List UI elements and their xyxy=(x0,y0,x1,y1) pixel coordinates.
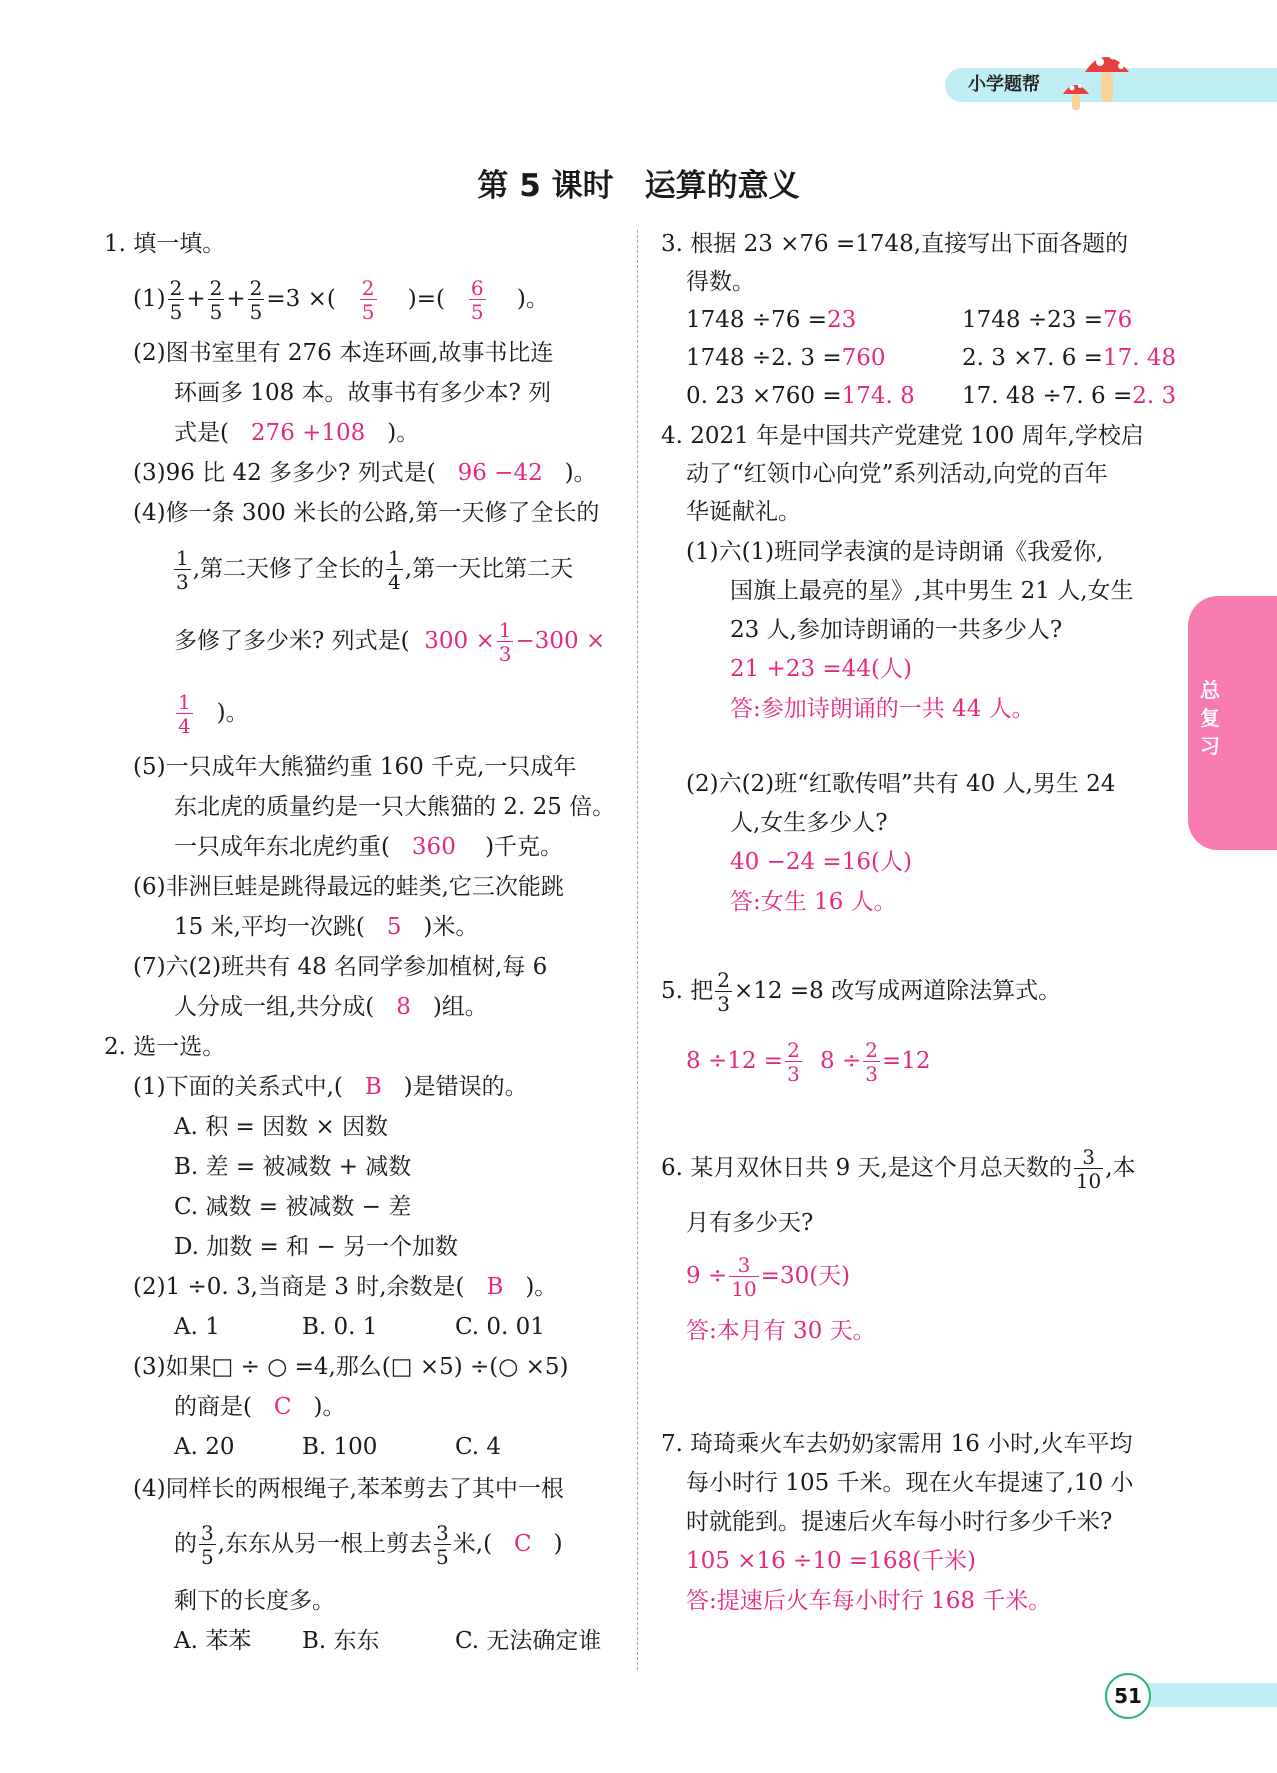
q2-part1-option-c: C. 减数 = 被减数 − 差 xyxy=(174,1194,412,1220)
q3-line1: 3. 根据 23 ×76 =1748,直接写出下面各题的 xyxy=(661,231,1129,257)
q3-row1-left: 1748 ÷76 =23 xyxy=(686,307,857,333)
q2-part3-line1: (3)如果□ ÷ ○ =4,那么(□ ×5) ÷(○ ×5) xyxy=(133,1354,569,1380)
q4-part1-line3: 23 人,参加诗朗诵的一共多少人? xyxy=(730,617,1063,643)
q1-sub7-line1: (7)六(2)班共有 48 名同学参加植树,每 6 xyxy=(133,954,548,980)
q3-line2: 得数。 xyxy=(686,269,755,295)
q1-sub6-line1: (6)非洲巨蛙是跳得最远的蛙类,它三次能跳 xyxy=(133,874,564,900)
q1-sub5-line1: (5)一只成年大熊猫约重 160 千克,一只成年 xyxy=(133,754,577,780)
q1-sub4-line1: (4)修一条 300 米长的公路,第一天修了全长的 xyxy=(133,500,600,526)
q4-part1-answer-calc: 21 +23 =44(人) xyxy=(730,656,912,682)
footer-band xyxy=(1130,1683,1277,1707)
q2-part4-answer: C xyxy=(514,1531,532,1557)
q3-row3-right: 17. 48 ÷7. 6 =2. 3 xyxy=(962,383,1177,409)
q1-sub5-line2: 东北虎的质量约是一只大熊猫的 2. 25 倍。 xyxy=(174,794,616,820)
q2-part4-option-c: C. 无法确定谁 xyxy=(455,1628,602,1654)
q1-sub3: (3)96 比 42 多多少? 列式是( 96 −42 )。 xyxy=(133,460,597,486)
q6-line2: 月有多少天? xyxy=(686,1210,814,1236)
page-number: 51 xyxy=(1105,1673,1151,1719)
side-tab-label: 总复习 xyxy=(1200,678,1220,758)
q2-part4-line3: 剩下的长度多。 xyxy=(174,1588,335,1614)
q3-row3-left: 0. 23 ×760 =174. 8 xyxy=(686,383,915,409)
q1-sub4-line4: $\frac{1}{4}$ )。 xyxy=(178,690,249,738)
q1-sub6-line2: 15 米,平均一次跳( 5 )米。 xyxy=(174,914,479,940)
q7-line1: 7. 琦琦乘火车去奶奶家需用 16 小时,火车平均 xyxy=(661,1431,1133,1457)
header-brand: 小学题帮 xyxy=(968,74,1040,95)
q2-part1-option-d: D. 加数 = 和 − 另一个加数 xyxy=(174,1234,459,1260)
q7-line3: 时就能到。提速后火车每小时行多少千米? xyxy=(686,1509,1113,1535)
q1-sub1: (1) $\frac{2}{5}$ + $\frac{2}{5}$ + $\frac{2}{5}$ =3 ×( $\frac{2}{5}$ )=( $\frac{6}{5}$ )。 xyxy=(133,276,549,324)
q5-answer-1: 8 ÷12 = $\frac{2}{3}$ xyxy=(686,1038,800,1086)
q2-part3-option-b: B. 100 xyxy=(302,1434,378,1460)
q3-row1-right: 1748 ÷23 =76 xyxy=(962,307,1133,333)
q6-answer-text: 答:本月有 30 天。 xyxy=(686,1318,876,1344)
q2-part3-option-a: A. 20 xyxy=(174,1434,235,1460)
q1-sub5-line3: 一只成年东北虎约重( 360 )千克。 xyxy=(174,834,564,860)
question-2-heading: 2. 选一选。 xyxy=(104,1034,226,1060)
q2-part3-answer: C xyxy=(273,1394,292,1420)
q1-sub1-answer2: $\frac{6}{5}$ xyxy=(470,276,484,324)
column-divider xyxy=(637,230,638,1670)
q1-sub4-answer: 300 × $\frac{1}{3}$ −300 × xyxy=(424,618,606,666)
q1-sub2-line2: 环画多 108 本。故事书有多少本? 列 xyxy=(174,380,552,406)
q4-part2-answer-text: 答:女生 16 人。 xyxy=(730,889,897,915)
q2-part1: (1)下面的关系式中,( B )是错误的。 xyxy=(133,1074,528,1100)
q1-sub6-answer: 5 xyxy=(386,914,402,940)
q1-sub2-line3: 式是( 276 +108 )。 xyxy=(174,420,420,446)
q2-part4-line1: (4)同样长的两根绳子,苯苯剪去了其中一根 xyxy=(133,1476,564,1502)
question-1-heading: 1. 填一填。 xyxy=(104,231,226,257)
q1-sub1-answer1: $\frac{2}{5}$ xyxy=(361,276,375,324)
q6-line1: 6. 某月双休日共 9 天,是这个月总天数的 $\frac{3}{10}$ ,本 xyxy=(661,1145,1136,1193)
q4-part2-answer-calc: 40 −24 =16(人) xyxy=(730,849,912,875)
q2-part2-option-c: C. 0. 01 xyxy=(455,1314,545,1340)
q4-part2-line1: (2)六(2)班“红歌传唱”共有 40 人,男生 24 xyxy=(686,771,1116,797)
q4-line1: 4. 2021 年是中国共产党建党 100 周年,学校启 xyxy=(661,423,1144,449)
q2-part2-answer: B xyxy=(486,1274,504,1300)
q6-answer-calc: 9 ÷ $\frac{3}{10}$ =30(天) xyxy=(686,1253,851,1301)
q2-part4-line2: 的 $\frac{3}{5}$ ,东东从另一根上剪去 $\frac{3}{5}$ 米,( C ) xyxy=(174,1521,563,1569)
q4-part1-answer-text: 答:参加诗朗诵的一共 44 人。 xyxy=(730,696,1035,722)
q5-answer-2: 8 ÷ $\frac{2}{3}$ =12 xyxy=(820,1038,931,1086)
q1-sub7-answer: 8 xyxy=(396,994,411,1020)
mushroom-icon xyxy=(1055,42,1145,114)
q4-part1-line2: 国旗上最亮的星》,其中男生 21 人,女生 xyxy=(730,578,1134,604)
q3-row2-right: 2. 3 ×7. 6 =17. 48 xyxy=(962,345,1177,371)
q5-question: 5. 把 $\frac{2}{3}$ ×12 =8 改写成两道除法算式。 xyxy=(661,968,1062,1016)
q4-line2: 动了“红领巾心向党”系列活动,向党的百年 xyxy=(686,461,1108,487)
q7-line2: 每小时行 105 千米。现在火车提速了,10 小 xyxy=(686,1470,1134,1496)
q1-sub7-line2: 人分成一组,共分成( 8 )组。 xyxy=(174,994,488,1020)
q2-part2-option-b: B. 0. 1 xyxy=(302,1314,378,1340)
q4-part2-line2: 人,女生多少人? xyxy=(730,810,888,836)
page-title: 第 5 课时 运算的意义 xyxy=(477,168,800,204)
q4-part1-line1: (1)六(1)班同学表演的是诗朗诵《我爱你, xyxy=(686,539,1104,565)
q2-part3-line2: 的商是( C )。 xyxy=(174,1394,346,1420)
q3-row2-left: 1748 ÷2. 3 =760 xyxy=(686,345,886,371)
q2-part3-option-c: C. 4 xyxy=(455,1434,502,1460)
q2-part1-answer: B xyxy=(364,1074,382,1100)
q1-sub4-line3: 多修了多少米? 列式是( 300 × $\frac{1}{3}$ −300 × xyxy=(174,618,606,666)
q2-part2-option-a: A. 1 xyxy=(174,1314,220,1340)
q1-sub4-line2: $\frac{1}{3}$ ,第二天修了全长的 $\frac{1}{4}$ ,第一天比第二天 xyxy=(176,546,574,594)
q4-line3: 华诞献礼。 xyxy=(686,499,801,525)
q2-part1-option-b: B. 差 = 被减数 + 减数 xyxy=(174,1154,412,1180)
q2-part2: (2)1 ÷0. 3,当商是 3 时,余数是( B )。 xyxy=(133,1274,558,1300)
q1-sub2-answer: 276 +108 xyxy=(250,420,366,446)
q1-sub3-answer: 96 −42 xyxy=(457,460,543,486)
q7-answer-calc: 105 ×16 ÷10 =168(千米) xyxy=(686,1548,977,1574)
q1-sub5-answer: 360 xyxy=(411,834,456,860)
q2-part4-option-a: A. 苯苯 xyxy=(174,1628,252,1654)
q7-answer-text: 答:提速后火车每小时行 168 千米。 xyxy=(686,1588,1052,1614)
q2-part4-option-b: B. 东东 xyxy=(302,1628,380,1654)
q2-part1-option-a: A. 积 = 因数 × 因数 xyxy=(174,1114,389,1140)
q1-sub2-line1: (2)图书室里有 276 本连环画,故事书比连 xyxy=(133,340,554,366)
